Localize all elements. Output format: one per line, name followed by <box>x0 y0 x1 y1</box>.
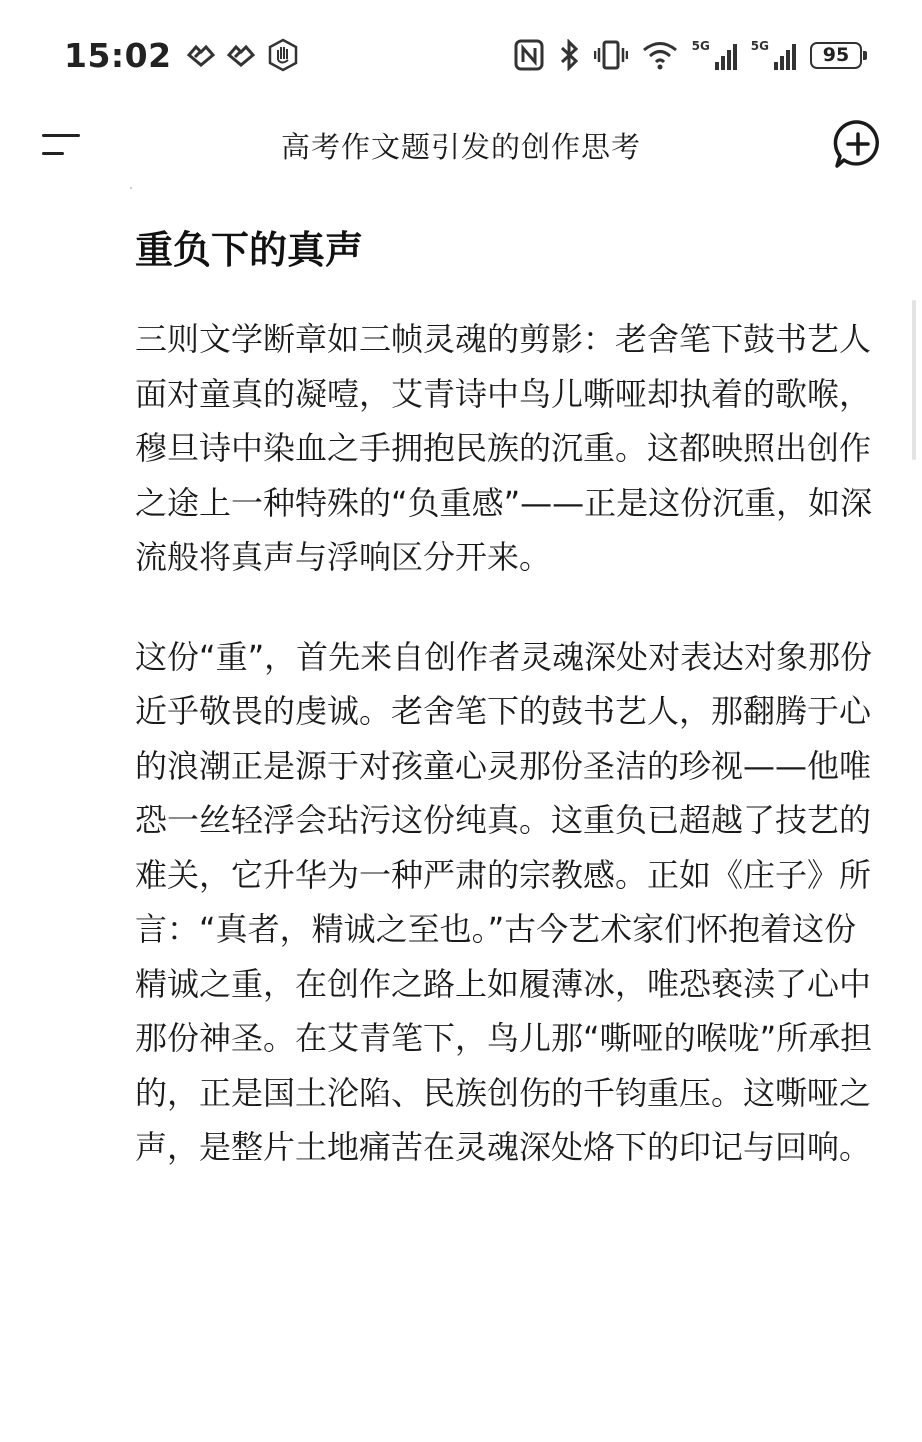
status-left-icons <box>186 38 300 72</box>
vibrate-icon <box>594 39 628 71</box>
status-time: 15:02 <box>64 35 172 75</box>
add-chat-icon <box>832 118 884 170</box>
paragraph: 这份“重”，首先来自创作者灵魂深处对表达对象那份近乎敬畏的虔诚。老舍笔下的鼓书艺人，那翻腾于心的浪潮正是源于对孩童心灵那份圣洁的珍视——他唯恐一丝轻浮会玷污这份纯真。这重负已超越了技艺的难关，它升华为一种严肃的宗教感。正如《庄子》所言：“真者，精诚之至也。”古今艺术家们怀抱着这份精诚之重，在创作之路上如履薄冰，唯恐亵渎了心中那份神圣。在艾青笔下，鸟儿那“嘶哑的喉咙”所承担的，正是国土沦陷、民族创伤的千钧重压。这嘶哑之声，是整片土地痛苦在灵魂深处烙下的印记与回响。 <box>135 637 873 1166</box>
nfc-icon <box>514 39 544 71</box>
menu-icon-line <box>42 152 64 155</box>
status-right-icons <box>514 39 862 71</box>
menu-icon <box>42 134 80 137</box>
status-bar <box>0 0 922 110</box>
notify-icon <box>186 43 216 67</box>
paragraph: 三则文学断章如三帧灵魂的剪影：老舍笔下鼓书艺人面对童真的凝噎，艾青诗中鸟儿嘶哑却执着的歌喉，穆旦诗中染血之手拥抱民族的沉重。这都映照出创作之途上一种特殊的“负重感”——正是这份沉重，如深流般将真声与浮响区分开来。 <box>135 320 873 576</box>
wifi-icon <box>642 40 678 70</box>
app-header <box>0 110 922 180</box>
new-chat-button[interactable] <box>832 118 884 170</box>
notify-icon <box>226 43 256 67</box>
scrollbar[interactable] <box>912 300 916 460</box>
article-content <box>135 218 875 1220</box>
cellular-signal-icon <box>751 40 796 70</box>
page-title: 高考作文题引发的创作思考 <box>280 129 641 164</box>
bluetooth-icon <box>558 39 580 71</box>
cellular-signal-icon <box>692 40 737 70</box>
article-heading: 重负下的真声 <box>135 228 364 272</box>
battery-icon <box>810 42 862 69</box>
network-type-1: 5G <box>691 39 710 53</box>
divider <box>130 187 132 189</box>
hand-icon <box>266 38 300 72</box>
battery-level: 95 <box>822 44 850 66</box>
network-type-2: 5G <box>750 39 769 53</box>
menu-button[interactable] <box>42 128 84 162</box>
